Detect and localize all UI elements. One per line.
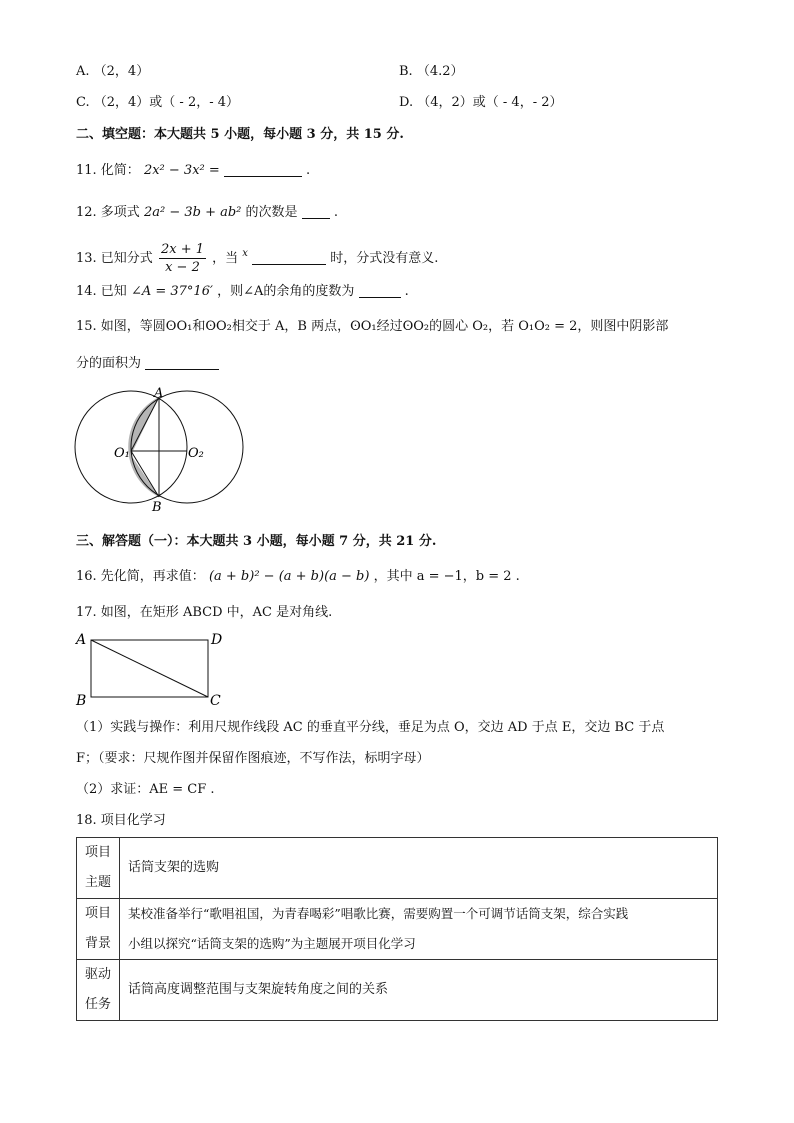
row-key-line2: 背景 xyxy=(84,936,111,951)
q14-tail: . xyxy=(404,284,409,299)
row-key-line1: 驱动 xyxy=(84,967,111,982)
q18-intro: 18. 项目化学习 xyxy=(76,813,166,828)
q12-answer-blank[interactable] xyxy=(302,205,330,219)
q13-label: 13. 已知分式 xyxy=(76,251,153,266)
q12-tail: . xyxy=(333,205,338,220)
question-12 xyxy=(76,204,338,222)
table-row xyxy=(77,838,718,899)
row-value-line2: 小组以探究“话筒支架的选购”为主题展开项目化学习 xyxy=(128,936,416,951)
q11-expression: 2x² − 3x² = xyxy=(143,163,220,178)
label-o2: O₂ xyxy=(188,446,204,461)
table-row xyxy=(77,960,718,1021)
option-d: D. （4，2）或（ - 4，- 2） xyxy=(399,95,563,110)
q12-expression: 2a² − 3b + ab² xyxy=(143,205,242,220)
question-16 xyxy=(76,568,520,586)
q17-intro: 17. 如图，在矩形 ABCD 中，AC 是对角线. xyxy=(76,605,333,620)
row-key-line2: 主题 xyxy=(84,875,111,890)
q17-rectangle-figure xyxy=(70,628,230,708)
table-value-cell xyxy=(120,960,718,1021)
section3-heading: 三、解答题（一）：本大题共 3 小题，每小题 7 分，共 21 分. xyxy=(76,534,437,549)
q14-text: ，则∠A的余角的度数为 xyxy=(217,284,355,299)
q14-answer-blank[interactable] xyxy=(359,284,401,298)
table-row xyxy=(77,899,718,960)
q13-tail: 时，分式没有意义. xyxy=(330,251,439,266)
q12-text: 的次数是 xyxy=(245,205,298,220)
label-c: C xyxy=(210,693,221,708)
q13-denominator: x − 2 xyxy=(165,260,200,275)
q15-line1: 15. 如图，等圆ʘO₁和ʘO₂相交于 A，B 两点，ʘO₁经过ʘO₂的圆心 O₂，若 O₁O₂ = 2，则图中阴影部 xyxy=(76,319,669,334)
q12-label: 12. 多项式 xyxy=(76,205,140,220)
q11-answer-blank[interactable] xyxy=(224,163,302,177)
row-key-line1: 项目 xyxy=(84,845,111,860)
section2-heading: 二、填空题：本大题共 5 小题，每小题 3 分，共 15 分. xyxy=(76,127,404,142)
label-a: A xyxy=(76,632,87,648)
q13-answer-blank[interactable] xyxy=(252,251,326,265)
q15-answer-blank[interactable] xyxy=(145,356,219,370)
q16-text: ，其中 a = −1，b = 2 . xyxy=(373,569,520,584)
row-value-line1: 某校准备举行“歌唱祖国，为青春喝彩”唱歌比赛，需要购置一个可调节话筒支架，综合实践 xyxy=(128,906,629,921)
row-value-line1: 话筒高度调整范围与支架旋转角度之间的关系 xyxy=(128,982,389,997)
q17-part1-line1: （1）实践与操作：利用尺规作线段 AC 的垂直平分线，垂足为点 O，交边 AD 于点 E，交边 BC 于点 xyxy=(76,720,665,735)
question-11 xyxy=(76,162,310,180)
q16-expression: (a + b)² − (a + b)(a − b) xyxy=(208,569,370,584)
question-14 xyxy=(76,283,409,301)
q13-fraction xyxy=(159,241,206,276)
q17-part1-line2: F；（要求：尺规作图并保留作图痕迹，不写作法，标明字母） xyxy=(76,751,430,766)
q11-label: 11. 化简： xyxy=(76,163,140,178)
q16-label: 16. 先化简，再求值： xyxy=(76,569,205,584)
q15-circles-figure xyxy=(70,385,250,515)
table-key-cell xyxy=(77,838,120,899)
table-value-cell xyxy=(120,899,718,960)
q14-label: 14. 已知 xyxy=(76,284,127,299)
row-key-line1: 项目 xyxy=(84,906,111,921)
label-d: D xyxy=(211,632,223,648)
q17-part2: （2）求证：AE = CF . xyxy=(76,782,215,797)
q15-line2-text: 分的面积为 xyxy=(76,356,142,371)
q18-project-table xyxy=(76,837,718,1021)
label-o1: O₁ xyxy=(114,446,130,461)
q13-variable: x xyxy=(242,248,248,259)
option-a: A. （2，4） xyxy=(76,64,150,79)
q13-mid: ，当 xyxy=(212,251,239,266)
q13-numerator: 2x + 1 xyxy=(160,242,204,257)
table-key-cell xyxy=(77,960,120,1021)
option-c: C. （2，4）或（ - 2，- 4） xyxy=(76,95,240,110)
q15-line2 xyxy=(76,355,219,373)
table-value-cell xyxy=(120,838,718,899)
label-b: B xyxy=(152,500,162,515)
q14-expression: ∠A = 37°16′ xyxy=(130,284,213,299)
q11-tail: . xyxy=(306,163,311,178)
label-b: B xyxy=(76,693,87,708)
option-b: B. （4.2） xyxy=(399,64,464,79)
label-a: A xyxy=(154,386,164,401)
table-key-cell xyxy=(77,899,120,960)
question-13 xyxy=(76,236,438,277)
row-key-line2: 任务 xyxy=(84,997,111,1012)
row-value-line1: 话筒支架的选购 xyxy=(128,860,220,875)
diagonal-ac xyxy=(91,640,208,697)
